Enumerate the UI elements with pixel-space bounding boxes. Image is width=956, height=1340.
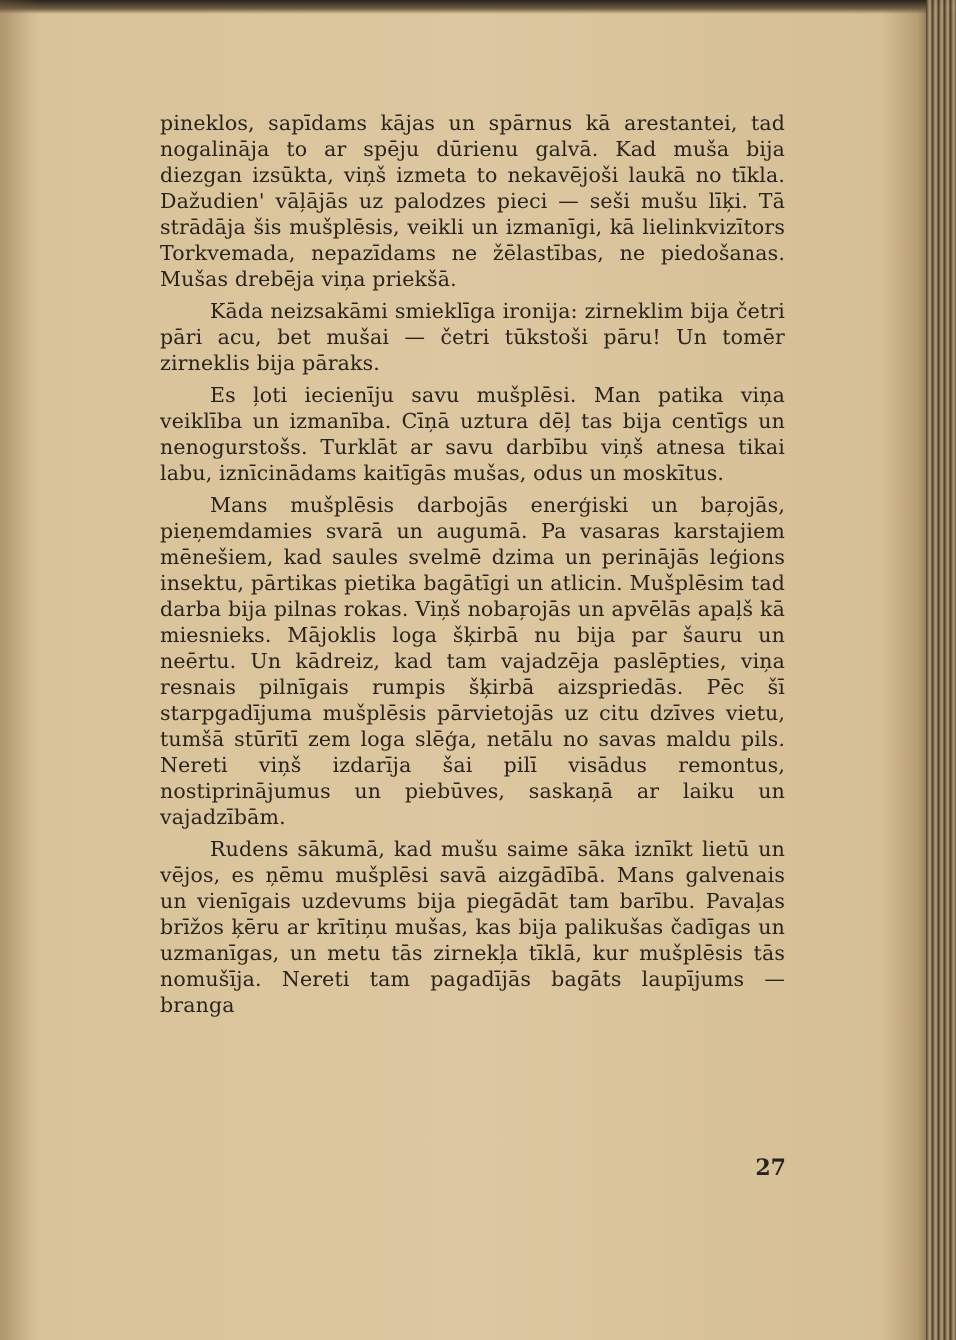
- paragraph-5: Rudens sākumā, kad mušu saime sāka iznīkt lietū un vējos, es ņēmu mušplēsi savā aizgādībā. Mans galvenais un vienīgais uzdevums bija piegādāt tam barību. Pavaļas brīžos ķēru ar krītiņu mušas, kas bija palikušas čadīgas un uzmanīgas, un metu tās zirnekļa tīklā, kur mušplēsis tās nomušīja. Nereti tam pagadījās bagāts laupījums — branga: [160, 837, 785, 1017]
- paragraph-1: pineklos, sapīdams kājas un spārnus kā arestantei, tad nogalināja to ar spēju dūrienu galvā. Kad muša bija diezgan izsūkta, viņš izmeta to nekavējoši laukā no tīkla. Dažudien' vāļājās uz palodzes pieci — seši mušu līķi. Tā strādāja šis mušplēsis, veikli un izmanīgi, kā lielinkvizītors Torkvemada, nepazīdams ne žēlastības, ne piedošanas. Mušas drebēja viņa priekšā.: [160, 111, 785, 291]
- paragraph-2: Kāda neizsakāmi smieklīga ironija: zirneklim bija četri pāri acu, bet mušai — četri tūkstoši pāru! Un tomēr zirneklis bija pāraks.: [160, 299, 785, 375]
- page-top-edge: [0, 0, 956, 14]
- page-gutter: [0, 0, 40, 1340]
- book-spine-edge: [926, 0, 956, 1340]
- page-number: 27: [755, 1155, 786, 1181]
- paragraph-3: Es ļoti iecienīju savu mušplēsi. Man patika viņa veiklība un izmanība. Cīņā uztura dēļ tas bija centīgs un nenogurstošs. Turklāt ar savu darbību viņš atnesa tikai labu, iznīcinādams kaitīgās mušas, odus un moskītus.: [160, 383, 785, 485]
- body-text: [160, 110, 785, 1024]
- paragraph-4: Mans mušplēsis darbojās enerģiski un baŗojās, pieņemdamies svarā un augumā. Pa vasaras karstajiem mēnešiem, kad saules svelmē dzima un perinājās leģions insektu, pārtikas pietika bagātīgi un atlicin. Mušplēsim tad darba bija pilnas rokas. Viņš nobaŗojās un apvēlās apaļš kā miesnieks. Mājoklis loga šķirbā nu bija par šauru un neērtu. Un kādreiz, kad tam vajadzēja paslēpties, viņa resnais pilnīgais rumpis šķirbā aizspriedās. Pēc šī starpgadījuma mušplēsis pārvietojās uz citu dzīves vietu, tumšā stūrītī zem loga slēģa, netālu no savas maldu pils. Nereti viņš izdarīja šai pilī visādus remontus, nostiprinājumus un piebūves, saskaņā ar laiku un vajadzībām.: [160, 493, 785, 829]
